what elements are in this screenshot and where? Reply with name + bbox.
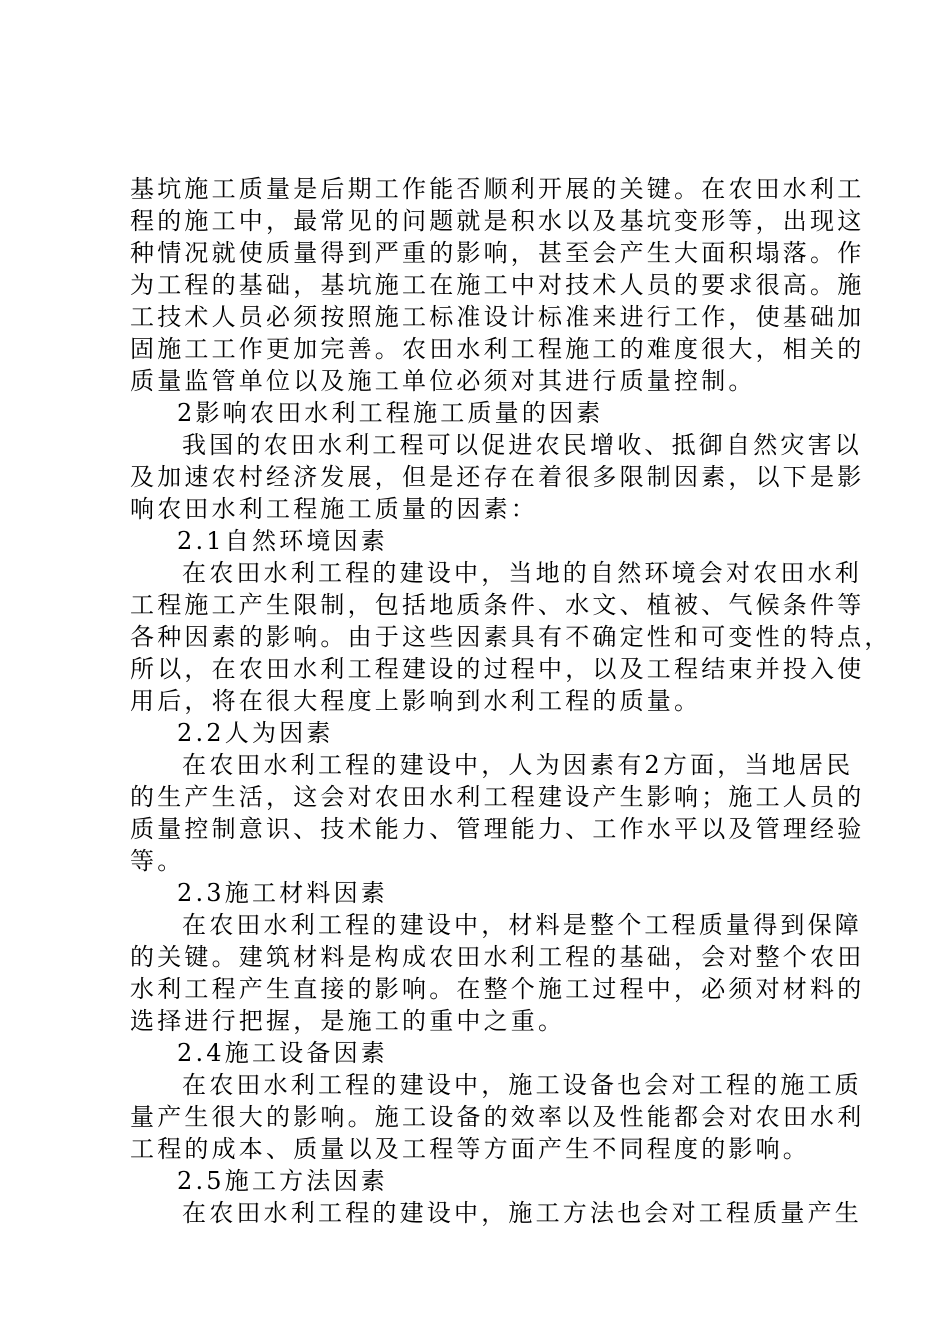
text-line: 在农田水利工程的建设中，材料是整个工程质量得到保障 (182, 911, 862, 939)
section-heading-2-5 (130, 1165, 832, 1197)
text-line: 工程施工产生限制，包括地质条件、水文、植被、气候条件等 (130, 591, 865, 619)
heading-line: 2影响农田水利工程施工质量的因素 (177, 399, 604, 427)
text-line: 各种因素的影响。由于这些因素具有不确定性和可变性的特点， (130, 623, 892, 651)
section-heading-2 (130, 397, 832, 429)
paragraph-2-1 (130, 557, 892, 717)
section-heading-2-4 (130, 1037, 832, 1069)
text-line: 等。 (130, 847, 185, 875)
section-heading-2-2 (130, 717, 832, 749)
paragraph-2-5 (130, 1197, 862, 1229)
text-line: 工技术人员必须按照施工标准设计标准来进行工作，使基础加 (130, 303, 865, 331)
text-line: 工程的成本、质量以及工程等方面产生不同程度的影响。 (130, 1135, 810, 1163)
paragraph-2-2 (130, 749, 865, 877)
text-line: 的关键。建筑材料是构成农田水利工程的基础，会对整个农田 (130, 943, 865, 971)
section-heading-2-1 (130, 525, 832, 557)
heading-line: 2.2人为因素 (177, 719, 334, 747)
text-line: 选择进行把握，是施工的重中之重。 (130, 1007, 566, 1035)
text-line: 固施工工作更加完善。农田水利工程施工的难度很大，相关的 (130, 335, 865, 363)
paragraph-2 (130, 429, 865, 525)
text-line: 响农田水利工程施工质量的因素： (130, 495, 538, 523)
text-line: 在农田水利工程的建设中，施工设备也会对工程的施工质 (182, 1071, 862, 1099)
text-line: 水利工程产生直接的影响。在整个施工过程中，必须对材料的 (130, 975, 865, 1003)
heading-line: 2.5施工方法因素 (177, 1167, 388, 1195)
text-line: 种情况就使质量得到严重的影响，甚至会产生大面积塌落。作 (130, 239, 865, 267)
text-line: 的生产生活，这会对农田水利工程建设产生影响；施工人员的 (130, 783, 865, 811)
text-line: 在农田水利工程的建设中，施工方法也会对工程质量产生 (182, 1199, 862, 1227)
text-line: 及加速农村经济发展，但是还存在着很多限制因素，以下是影 (130, 463, 865, 491)
text-line: 用后，将在很大程度上影响到水利工程的质量。 (130, 687, 702, 715)
paragraph-intro (130, 173, 865, 397)
text-line: 我国的农田水利工程可以促进农民增收、抵御自然灾害以 (182, 431, 862, 459)
text-line: 质量控制意识、技术能力、管理能力、工作水平以及管理经验 (130, 815, 865, 843)
heading-line: 2.1自然环境因素 (177, 527, 388, 555)
text-line: 在农田水利工程的建设中，人为因素有2方面，当地居民 (182, 751, 854, 779)
text-line: 量产生很大的影响。施工设备的效率以及性能都会对农田水利 (130, 1103, 865, 1131)
paragraph-2-3 (130, 909, 865, 1037)
text-line: 在农田水利工程的建设中，当地的自然环境会对农田水利 (182, 559, 862, 587)
heading-line: 2.4施工设备因素 (177, 1039, 388, 1067)
section-heading-2-3 (130, 877, 832, 909)
text-line: 质量监管单位以及施工单位必须对其进行质量控制。 (130, 367, 756, 395)
paragraph-2-4 (130, 1069, 865, 1165)
text-line: 基坑施工质量是后期工作能否顺利开展的关键。在农田水利工 (130, 175, 865, 203)
text-line: 所以，在农田水利工程建设的过程中，以及工程结束并投入使 (130, 655, 865, 683)
text-line: 程的施工中，最常见的问题就是积水以及基坑变形等，出现这 (130, 207, 865, 235)
text-line: 为工程的基础，基坑施工在施工中对技术人员的要求很高。施 (130, 271, 865, 299)
document-body (130, 173, 892, 1229)
heading-line: 2.3施工材料因素 (177, 879, 388, 907)
